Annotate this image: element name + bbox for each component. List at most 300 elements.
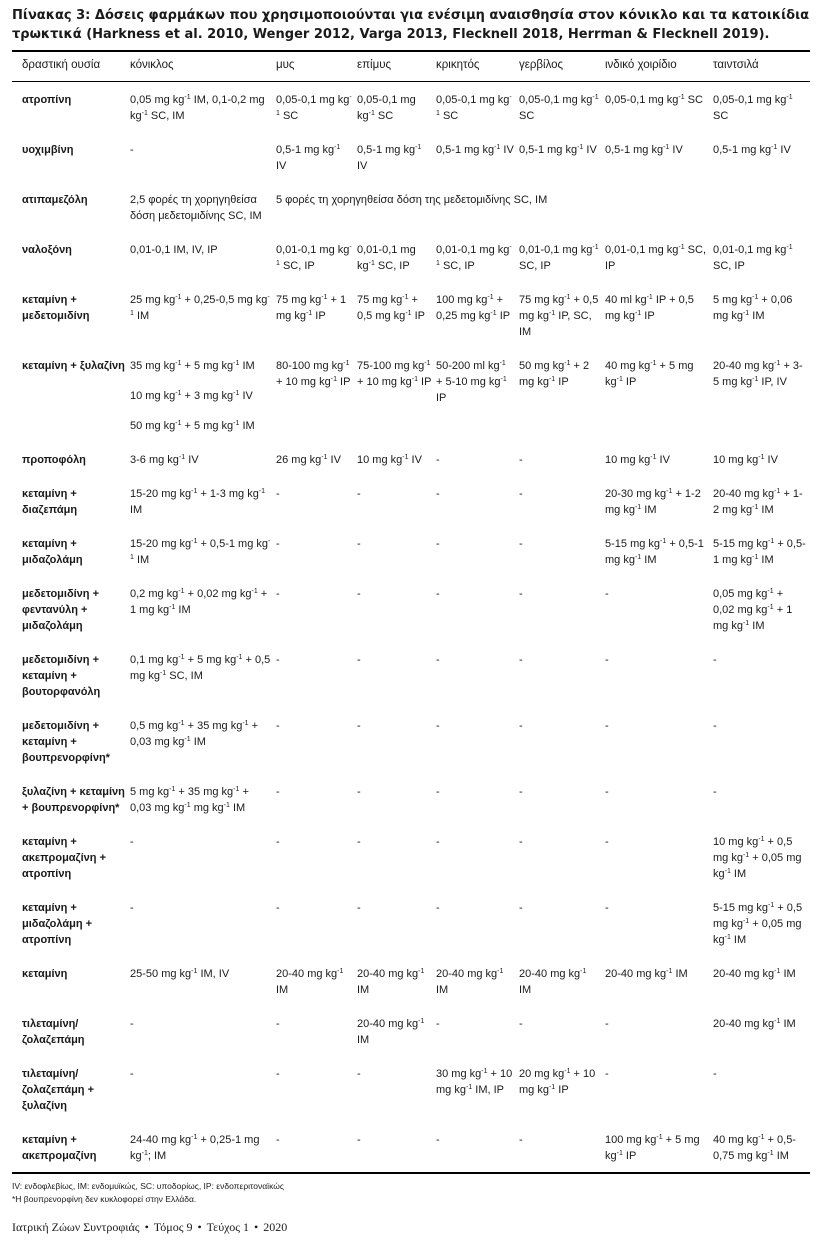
- dose-value: 75 mg $kg^{-1} + 0,5$ mg $kg^{-1}$ IP, SC, IM: [519, 293, 599, 338]
- table-row: [12, 642, 810, 708]
- document-page: [12, 6, 810, 1174]
- dose-value: -: [276, 537, 280, 550]
- dose-value: 0,01-0,1 mg $kg^{-1}$ SC, IP: [276, 243, 352, 272]
- dose-cell: [357, 476, 436, 526]
- dose-value: 5 φορές τη χορηγηθείσα δόση της μεδετομιδίνης SC, IM: [276, 193, 548, 206]
- dose-cell: [276, 1006, 357, 1056]
- dose-cell: [130, 442, 276, 476]
- dose-cell: [713, 956, 810, 1006]
- dose-value: 0,01-0,1 mg $kg^{-1}$ SC, IP: [357, 243, 416, 272]
- dose-cell: [605, 348, 713, 442]
- dose-cell: [605, 526, 713, 576]
- dose-cell: [519, 1056, 605, 1122]
- dose-value: 20-40 mg $kg^{-1}$ IM: [276, 967, 344, 996]
- dose-cell: [357, 1006, 436, 1056]
- dose-value: 100 mg $kg^{-1} + 5$ mg $kg^{-1}$ IP: [605, 1133, 700, 1162]
- dose-value: -: [130, 1017, 134, 1030]
- dose-value: -: [276, 487, 280, 500]
- dose-value: 30 mg $kg^{-1} + 10$ mg $kg^{-1}$ IM, IP: [436, 1067, 513, 1096]
- dose-cell: [436, 476, 519, 526]
- dose-value: -: [605, 1017, 609, 1030]
- dose-cell: [713, 774, 810, 824]
- dose-value: 5 mg $kg^{-1} + 35$ mg $kg^{-1} + 0,03$ mg $kg^{-1}$ mg $kg^{-1}$ IM: [130, 785, 249, 814]
- dose-value: -: [436, 719, 440, 732]
- dose-value: -: [436, 835, 440, 848]
- table-row: [12, 956, 810, 1006]
- substance-cell: τιλεταμίνη/ ζολαζεπάμη: [22, 1017, 85, 1046]
- dose-value: 20-40 mg $kg^{-1}$ IM: [357, 967, 425, 996]
- dose-cell: [605, 282, 713, 348]
- dose-value: -: [605, 1067, 609, 1080]
- dose-cell: [436, 282, 519, 348]
- substance-cell: κεταμίνη + ακεπρομαζίνη + ατροπίνη: [22, 835, 106, 880]
- dose-cell: [130, 642, 276, 708]
- dose-cell: [436, 526, 519, 576]
- dose-value: 0,5-1 mg $kg^{-1}$ IV: [357, 143, 422, 172]
- substance-cell: ναλοξόνη: [22, 243, 72, 256]
- dose-cell: [713, 1122, 810, 1173]
- dose-cell: [436, 1056, 519, 1122]
- dose-cell: [276, 1056, 357, 1122]
- dose-value: -: [276, 1067, 280, 1080]
- column-header: μυς: [276, 59, 295, 71]
- dose-cell: [436, 824, 519, 890]
- dose-value: 50 mg $kg^{-1} + 2$ mg $kg^{-1}$ IP: [519, 359, 590, 388]
- dose-cell: [436, 708, 519, 774]
- dose-cell: [605, 232, 713, 282]
- table-row: [12, 348, 810, 442]
- dose-cell: [605, 81, 713, 132]
- dose-cell: [436, 1006, 519, 1056]
- dose-value: 0,05 mg $kg^{-1}$ IM, 0,1-0,2 mg $kg^{-1}$ SC, IM: [130, 93, 265, 122]
- dose-cell: [357, 708, 436, 774]
- dose-cell: [519, 956, 605, 1006]
- dose-value: -: [130, 835, 134, 848]
- dose-value: -: [357, 587, 361, 600]
- dose-cell: [276, 774, 357, 824]
- dose-cell: [357, 1122, 436, 1173]
- dose-value: 20-30 mg $kg^{-1} + 1-2$ mg $kg^{-1}$ IM: [605, 487, 701, 516]
- dose-cell: [605, 576, 713, 642]
- table-row: [12, 182, 810, 232]
- dose-cell: [519, 708, 605, 774]
- table-row: [12, 526, 810, 576]
- separator: •: [144, 1220, 149, 1234]
- dose-cell: [276, 890, 357, 956]
- dose-value: -: [519, 901, 523, 914]
- dose-value: 10 mg $kg^{-1} + 3$ mg $kg^{-1}$ IV: [130, 389, 253, 402]
- dose-cell: [605, 1056, 713, 1122]
- substance-cell: ξυλαζίνη + κεταμίνη + βουπρενορφίνη*: [22, 785, 125, 814]
- dose-cell: [713, 132, 810, 182]
- dose-value: -: [436, 901, 440, 914]
- dose-cell: [519, 824, 605, 890]
- dose-value: 0,5-1 mg $kg^{-1}$ IV: [713, 143, 791, 156]
- dose-value: 0,1 mg $kg^{-1} + 5$ mg $kg^{-1} + 0,5$ mg $kg^{-1}$ SC, IM: [130, 653, 271, 682]
- dose-value: -: [519, 1017, 523, 1030]
- dose-cell: [276, 476, 357, 526]
- substance-cell: υοχιμβίνη: [22, 143, 74, 156]
- substance-cell: ατιπαμεζόλη: [22, 193, 88, 206]
- dosage-table: [12, 50, 810, 1174]
- journal-issue: Τεύχος 1: [206, 1220, 249, 1234]
- dose-value: 0,5-1 mg $kg^{-1}$ IV: [436, 143, 514, 156]
- dose-cell: [357, 526, 436, 576]
- dose-cell: [605, 1006, 713, 1056]
- dose-value: -: [357, 1133, 361, 1146]
- dose-cell: [130, 708, 276, 774]
- dose-value: -: [713, 785, 717, 798]
- dose-value: -: [276, 653, 280, 666]
- dose-value: 5-15 mg $kg^{-1} + 0,5-1$ mg $kg^{-1}$ IM: [605, 537, 704, 566]
- dose-cell: [519, 526, 605, 576]
- dose-value: 15-20 mg $kg^{-1} + 1-3$ mg $kg^{-1}$ IM: [130, 487, 266, 516]
- dose-value: 0,05-0,1 mg $kg^{-1}$ SC: [605, 93, 703, 106]
- table-row: [12, 1006, 810, 1056]
- journal-name: Ιατρική Ζώων Συντροφιάς: [12, 1220, 140, 1234]
- dose-value: -: [357, 537, 361, 550]
- dose-cell: [605, 476, 713, 526]
- substance-cell: ατροπίνη: [22, 93, 72, 106]
- dose-cell: [436, 348, 519, 442]
- dose-cell: [713, 476, 810, 526]
- dose-cell: [605, 824, 713, 890]
- dose-cell: [276, 132, 357, 182]
- dose-value: 20-40 mg $kg^{-1}$ IM: [605, 967, 688, 980]
- dose-value: 20 mg $kg^{-1} + 10$ mg $kg^{-1}$ IP: [519, 1067, 596, 1096]
- dose-value: 10 mg $kg^{-1}$ IV: [357, 453, 422, 466]
- dose-value: -: [519, 453, 523, 466]
- dose-cell: [605, 956, 713, 1006]
- dose-cell: [605, 642, 713, 708]
- table-header-row: [12, 51, 810, 81]
- dose-cell: [605, 132, 713, 182]
- dose-cell: [357, 81, 436, 132]
- dose-value: 0,05-0,1 mg $kg^{-1}$ SC: [713, 93, 793, 122]
- dose-cell: [357, 956, 436, 1006]
- dose-value: 0,5-1 mg $kg^{-1}$ IV: [605, 143, 683, 156]
- substance-cell: μεδετομιδίνη + κεταμίνη + βουτορφανόλη: [22, 653, 101, 698]
- dose-value: -: [605, 785, 609, 798]
- table-row: [12, 708, 810, 774]
- dose-value: -: [276, 719, 280, 732]
- dose-value: -: [519, 785, 523, 798]
- dose-cell: [713, 824, 810, 890]
- dose-cell: [130, 774, 276, 824]
- table-row: [12, 442, 810, 476]
- substance-cell: κεταμίνη + μεδετομιδίνη: [22, 293, 90, 322]
- dose-value: 0,05-0,1 mg $kg^{-1}$ SC: [436, 93, 512, 122]
- dose-cell: [519, 132, 605, 182]
- substance-cell: κεταμίνη + μιδαζολάμη: [22, 537, 83, 566]
- dose-value: -: [276, 835, 280, 848]
- dose-value: -: [436, 537, 440, 550]
- dose-cell: [519, 282, 605, 348]
- dose-cell: [130, 824, 276, 890]
- dose-cell: [357, 642, 436, 708]
- dose-cell: [436, 81, 519, 132]
- dose-value: 40 mg $kg^{-1} + 5$ mg $kg^{-1}$ IP: [605, 359, 694, 388]
- dose-value: 100 mg $kg^{-1} + 0,25$ mg $kg^{-1}$ IP: [436, 293, 511, 322]
- dose-value: 0,05 mg $kg^{-1} + 0,02$ mg $kg^{-1} + 1$ mg $kg^{-1}$ IM: [713, 587, 793, 632]
- dose-value: -: [357, 487, 361, 500]
- dose-cell: [713, 890, 810, 956]
- column-header: γερβίλος: [519, 59, 564, 71]
- substance-cell: κεταμίνη + μιδαζολάμη + ατροπίνη: [22, 901, 93, 946]
- dose-cell: [519, 774, 605, 824]
- dose-value: 20-40 mg $kg^{-1}$ IM: [713, 1017, 796, 1030]
- dose-cell: [276, 708, 357, 774]
- dose-value: -: [357, 719, 361, 732]
- dose-value: 10 mg $kg^{-1} + 0,5$ mg $kg^{-1} + 0,05$ mg $kg^{-1}$ IM: [713, 835, 802, 880]
- dose-value: -: [130, 901, 134, 914]
- separator: •: [253, 1220, 259, 1234]
- dose-value: 3-6 mg $kg^{-1}$ IV: [130, 453, 199, 466]
- dose-cell: [436, 1122, 519, 1173]
- table-body: [12, 81, 810, 1173]
- dose-value: 0,5-1 mg $kg^{-1}$ IV: [519, 143, 597, 156]
- dose-value: 0,01-0,1 mg $kg^{-1}$ SC, IP: [713, 243, 793, 272]
- table-row: [12, 81, 810, 132]
- dose-cell: [276, 576, 357, 642]
- dose-cell: [357, 232, 436, 282]
- dose-cell: [713, 708, 810, 774]
- dose-value: -: [713, 653, 717, 666]
- dose-value: 5-15 mg $kg^{-1} + 0,5-1$ mg $kg^{-1}$ IM: [713, 537, 806, 566]
- dose-cell: [276, 348, 357, 442]
- dose-value: -: [276, 901, 280, 914]
- dose-value: 10 mg $kg^{-1}$ IV: [605, 453, 670, 466]
- table-row: [12, 1056, 810, 1122]
- dose-value: 0,05-0,1 mg $kg^{-1}$ SC: [519, 93, 599, 122]
- dose-cell: [276, 526, 357, 576]
- dose-cell: [130, 232, 276, 282]
- dose-value: -: [519, 835, 523, 848]
- dose-value: 24-40 mg $kg^{-1} + 0,25-1$ mg $kg^{-1}$; IM: [130, 1133, 260, 1162]
- substance-cell: μεδετομιδίνη + κεταμίνη + βουπρενορφίνη*: [22, 719, 110, 764]
- dose-value: 20-40 mg $kg^{-1} + 3-5$ mg $kg^{-1}$ IP, IV: [713, 359, 803, 388]
- dose-cell: [436, 576, 519, 642]
- dose-value: 26 mg $kg^{-1}$ IV: [276, 453, 341, 466]
- dose-value: 0,2 mg $kg^{-1} + 0,02$ mg $kg^{-1} + 1$ mg $kg^{-1}$ IM: [130, 587, 268, 616]
- dose-value: -: [605, 719, 609, 732]
- dose-cell: [130, 1056, 276, 1122]
- journal-footer: [12, 1220, 287, 1235]
- dose-value: -: [276, 785, 280, 798]
- dose-cell: [130, 132, 276, 182]
- dose-value: 50 mg $kg^{-1} + 5$ mg $kg^{-1}$ IM: [130, 419, 255, 432]
- dose-cell: [276, 182, 810, 232]
- dose-cell: [357, 442, 436, 476]
- substance-cell: προποφόλη: [22, 453, 86, 466]
- dose-cell: [519, 1122, 605, 1173]
- dose-cell: [357, 774, 436, 824]
- dose-value: -: [519, 537, 523, 550]
- dose-cell: [713, 576, 810, 642]
- dose-cell: [713, 1056, 810, 1122]
- dose-value: 5-15 mg $kg^{-1} + 0,5$ mg $kg^{-1} + 0,05$ mg $kg^{-1}$ IM: [713, 901, 803, 946]
- dose-value: -: [605, 835, 609, 848]
- dose-cell: [519, 476, 605, 526]
- footnote-buprenorphine: *Η βουπρενορφίνη δεν κυκλοφορεί στην Ελλάδα.: [12, 1194, 197, 1204]
- dose-cell: [130, 182, 276, 232]
- column-header: επίμυς: [357, 59, 392, 71]
- dose-cell: [436, 956, 519, 1006]
- dose-value: 50-200 ml $kg^{-1} + 5-10$ mg $kg^{-1}$ IP: [436, 359, 507, 404]
- column-header: κρικητός: [436, 59, 480, 71]
- dose-value: 20-40 mg $kg^{-1}$ IM: [713, 967, 796, 980]
- dose-value: -: [357, 1067, 361, 1080]
- column-header: δραστική ουσία: [22, 59, 101, 71]
- dose-cell: [130, 890, 276, 956]
- dose-value: 25 mg $kg^{-1} + 0,25-0,5$ mg $kg^{-1}$ IM: [130, 293, 270, 322]
- dose-value: -: [605, 653, 609, 666]
- dose-value: -: [436, 453, 440, 466]
- substance-cell: κεταμίνη + ξυλαζίνη: [22, 359, 125, 372]
- dose-value: 20-40 mg $kg^{-1}$ IM: [436, 967, 504, 996]
- dose-cell: [519, 442, 605, 476]
- dose-cell: [713, 526, 810, 576]
- dose-cell: [519, 1006, 605, 1056]
- table-row: [12, 890, 810, 956]
- dose-cell: [130, 1006, 276, 1056]
- table-row: [12, 232, 810, 282]
- dose-cell: [605, 890, 713, 956]
- journal-volume: Τόμος 9: [153, 1220, 193, 1234]
- dose-value: -: [519, 719, 523, 732]
- dose-cell: [357, 348, 436, 442]
- dose-cell: [130, 282, 276, 348]
- dose-cell: [605, 1122, 713, 1173]
- journal-year: 2020: [263, 1220, 288, 1234]
- dose-value: 0,01-0,1 IM, IV, IP: [130, 243, 218, 256]
- dose-cell: [519, 642, 605, 708]
- substance-cell: κεταμίνη: [22, 967, 68, 980]
- dose-cell: [357, 890, 436, 956]
- dose-value: 0,01-0,1 mg $kg^{-1}$ SC, IP: [436, 243, 512, 272]
- table-row: [12, 1122, 810, 1173]
- dose-cell: [713, 348, 810, 442]
- dose-cell: [713, 232, 810, 282]
- table-row: [12, 774, 810, 824]
- dose-value: -: [519, 1133, 523, 1146]
- dose-cell: [519, 81, 605, 132]
- dose-cell: [130, 576, 276, 642]
- dose-cell: [357, 576, 436, 642]
- dose-cell: [276, 956, 357, 1006]
- dose-value: -: [605, 901, 609, 914]
- dose-cell: [130, 1122, 276, 1173]
- dose-cell: [276, 81, 357, 132]
- dose-value: -: [276, 1133, 280, 1146]
- dose-cell: [276, 442, 357, 476]
- dose-value: 2,5 φορές τη χορηγηθείσα δόση μεδετομιδίνης SC, IM: [130, 193, 262, 222]
- separator: •: [197, 1220, 202, 1234]
- dose-value: 35 mg $kg^{-1} + 5$ mg $kg^{-1}$ IM: [130, 359, 255, 372]
- dose-cell: [130, 81, 276, 132]
- column-header: κόνικλος: [130, 59, 174, 71]
- dose-cell: [276, 282, 357, 348]
- dose-cell: [357, 1056, 436, 1122]
- dose-cell: [519, 232, 605, 282]
- dose-cell: [519, 890, 605, 956]
- dose-value: -: [519, 653, 523, 666]
- dose-value: -: [436, 1133, 440, 1146]
- dose-value: 25-50 mg $kg^{-1}$ IM, IV: [130, 967, 230, 980]
- dose-value: 20-40 mg $kg^{-1}$ IM: [519, 967, 587, 996]
- dose-value: -: [436, 487, 440, 500]
- dose-value: -: [357, 835, 361, 848]
- substance-cell: κεταμίνη + διαζεπάμη: [22, 487, 78, 516]
- dose-cell: [436, 132, 519, 182]
- dose-value: -: [276, 1017, 280, 1030]
- dose-cell: [713, 282, 810, 348]
- dose-value: 75 mg $kg^{-1} + 1$ mg $kg^{-1}$ IP: [276, 293, 347, 322]
- dose-cell: [436, 442, 519, 476]
- dose-value: 0,05-0,1 mg $kg^{-1}$ SC: [357, 93, 416, 122]
- table-row: [12, 476, 810, 526]
- dose-value: -: [436, 1017, 440, 1030]
- dose-cell: [436, 232, 519, 282]
- dose-cell: [713, 442, 810, 476]
- dose-value: -: [357, 653, 361, 666]
- dose-value: -: [713, 719, 717, 732]
- dose-cell: [130, 526, 276, 576]
- substance-cell: τιλεταμίνη/ ζολαζεπάμη + ξυλαζίνη: [22, 1067, 95, 1112]
- table-row: [12, 282, 810, 348]
- dose-cell: [276, 642, 357, 708]
- dose-cell: [605, 774, 713, 824]
- dose-cell: [605, 708, 713, 774]
- dose-value: -: [357, 901, 361, 914]
- table-caption: Πίνακας 3: Δόσεις φαρμάκων που χρησιμοποιούνται για ενέσιμη αναισθησία στον κόνικλο και τα κατοικίδια τρωκτικά (Harkness et al. 2010, Wenger 2012, Varga 2013, Flecknell 2018, Herrman & Flecknell 2019).: [12, 8, 810, 42]
- dose-value: -: [130, 143, 134, 156]
- table-row: [12, 576, 810, 642]
- dose-cell: [519, 576, 605, 642]
- column-header: ταιντσιλά: [713, 59, 759, 71]
- dose-cell: [357, 132, 436, 182]
- dose-cell: [130, 476, 276, 526]
- dose-value: 80-100 mg $kg^{-1} + 10$ mg $kg^{-1}$ IP: [276, 359, 351, 388]
- dose-value: -: [519, 587, 523, 600]
- dose-value: 40 mg $kg^{-1} + 0,5-0,75$ mg $kg^{-1}$ IM: [713, 1133, 796, 1162]
- column-header: ινδικό χοιρίδιο: [605, 59, 677, 71]
- dose-cell: [276, 1122, 357, 1173]
- dose-cell: [357, 824, 436, 890]
- dose-value: -: [605, 587, 609, 600]
- dose-cell: [357, 282, 436, 348]
- dose-value: -: [436, 653, 440, 666]
- dose-value: -: [436, 587, 440, 600]
- dose-cell: [519, 348, 605, 442]
- dose-cell: [713, 1006, 810, 1056]
- dose-cell: [130, 956, 276, 1006]
- dose-cell: [605, 442, 713, 476]
- dose-value: 40 ml $kg^{-1}$ IP + 0,5 mg $kg^{-1}$ IP: [605, 293, 694, 322]
- dose-value: 0,5-1 mg $kg^{-1}$ IV: [276, 143, 341, 172]
- substance-cell: κεταμίνη + ακεπρομαζίνη: [22, 1133, 97, 1162]
- dose-value: 15-20 mg $kg^{-1} + 0,5-1$ mg $kg^{-1}$ IM: [130, 537, 271, 566]
- dose-value: 0,05-0,1 mg $kg^{-1}$ SC: [276, 93, 352, 122]
- dose-cell: [130, 348, 276, 442]
- table-row: [12, 132, 810, 182]
- dose-value: 20-40 mg $kg^{-1} + 1-2$ mg $kg^{-1}$ IM: [713, 487, 803, 516]
- dose-value: 10 mg $kg^{-1}$ IV: [713, 453, 778, 466]
- dose-value: 75 mg $kg^{-1} + 0,5$ mg $kg^{-1}$ IP: [357, 293, 425, 322]
- dose-value: 0,01-0,1 mg $kg^{-1}$ SC, IP: [519, 243, 599, 272]
- dose-cell: [436, 642, 519, 708]
- dose-cell: [276, 824, 357, 890]
